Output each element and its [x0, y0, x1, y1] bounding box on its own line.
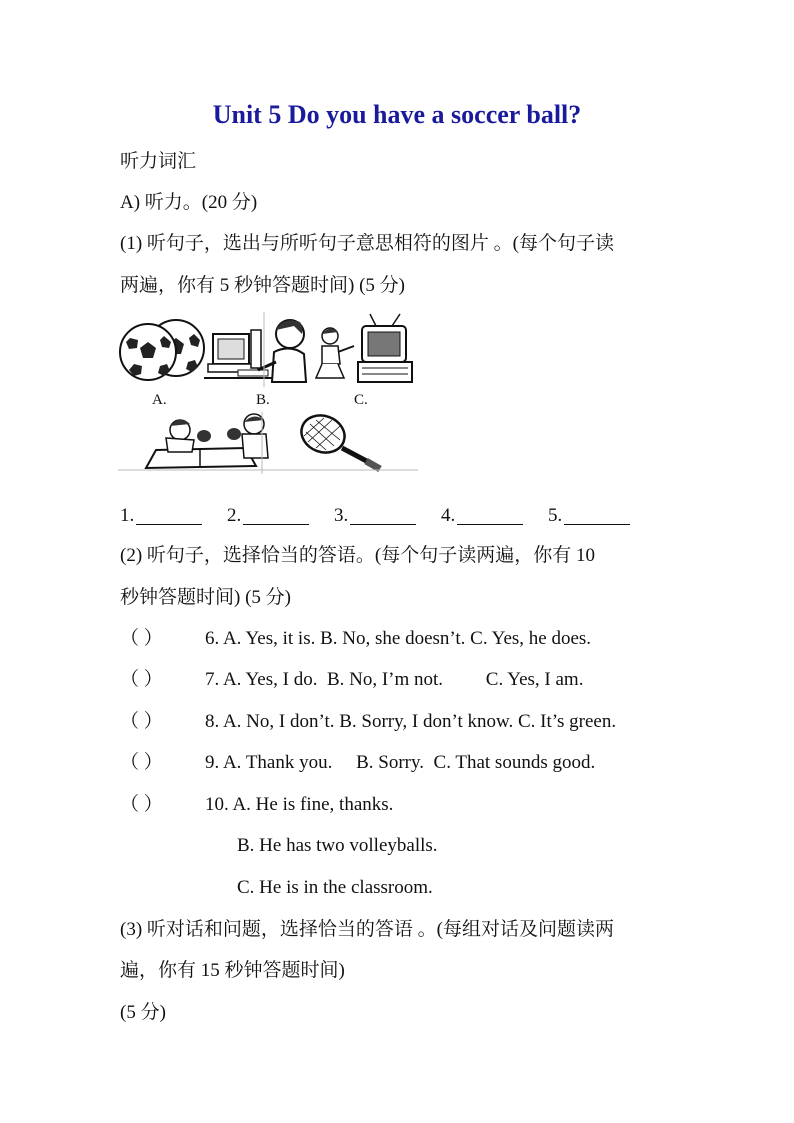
- part3-instruction-line1: (3) 听对话和问题，选择恰当的答语 。(每组对话及问题读两: [120, 919, 614, 940]
- blank-4[interactable]: [457, 506, 523, 525]
- answer-paren-7[interactable]: （ ）: [120, 669, 163, 690]
- part1-answer-blanks: [120, 506, 650, 525]
- picture-label-c: C.: [354, 392, 368, 408]
- ping-pong-icon: [146, 414, 268, 468]
- question-7: [120, 670, 583, 689]
- question-10: [120, 795, 393, 814]
- question-6-text: 6. A. Yes, it is. B. No, she doesn’t. C. Yes, he does.: [205, 628, 592, 649]
- question-9-text: 9. A. Thank you. B. Sorry. C. That sounds good.: [205, 752, 596, 773]
- question-9: [120, 753, 595, 772]
- blank-4-label: 4.: [441, 505, 456, 526]
- blank-2-label: 2.: [227, 505, 242, 526]
- picture-label-b: B.: [256, 392, 270, 408]
- section-a-heading: A) 听力。(20 分): [120, 192, 258, 213]
- question-10-option-b: B. He has two volleyballs.: [237, 835, 438, 856]
- boy-watching-tv-icon: [316, 328, 354, 378]
- answer-paren-10[interactable]: （ ）: [120, 794, 163, 815]
- blank-5[interactable]: [564, 506, 630, 525]
- soccer-balls-icon: [120, 320, 204, 380]
- answer-paren-6[interactable]: （ ）: [120, 628, 163, 649]
- question-8: [120, 712, 616, 731]
- answer-paren-8[interactable]: （ ）: [120, 711, 163, 732]
- question-8-text: 8. A. No, I don’t. B. Sorry, I don’t know. C. It’s green.: [205, 711, 617, 732]
- question-10-text: 10. A. He is fine, thanks.: [205, 794, 394, 815]
- tennis-racket-icon: [296, 412, 380, 469]
- part1-instruction-line2: 两遍，你有 5 秒钟答题时间) (5 分): [120, 275, 405, 296]
- part2-instruction-line2: 秒钟答题时间) (5 分): [120, 587, 291, 608]
- tv-icon: [358, 314, 412, 382]
- blank-1-label: 1.: [120, 505, 135, 526]
- picture-row-1: [118, 312, 418, 387]
- vocab-heading: 听力词汇: [120, 151, 197, 172]
- blank-5-label: 5.: [548, 505, 563, 526]
- part1-instruction-line1: (1) 听句子，选出与所听句子意思相符的图片 。(每个句子读: [120, 233, 614, 254]
- picture-row-2: [118, 412, 418, 474]
- picture-label-a: A.: [152, 392, 167, 408]
- question-7-text: 7. A. Yes, I do. B. No, I’m not. C. Yes, I am.: [205, 669, 584, 690]
- blank-1[interactable]: [136, 506, 202, 525]
- part2-instruction-line1: (2) 听句子，选择恰当的答语。(每个句子读两遍，你有 10: [120, 545, 595, 566]
- part3-points: (5 分): [120, 1002, 166, 1023]
- question-10-option-c: C. He is in the classroom.: [237, 877, 433, 898]
- page-title: Unit 5 Do you have a soccer ball?: [212, 100, 582, 129]
- blank-2[interactable]: [243, 506, 309, 525]
- answer-paren-9[interactable]: （ ）: [120, 752, 163, 773]
- part3-instruction-line2: 遍，你有 15 秒钟答题时间): [120, 960, 345, 981]
- blank-3[interactable]: [350, 506, 416, 525]
- blank-3-label: 3.: [334, 505, 349, 526]
- question-6: [120, 629, 591, 648]
